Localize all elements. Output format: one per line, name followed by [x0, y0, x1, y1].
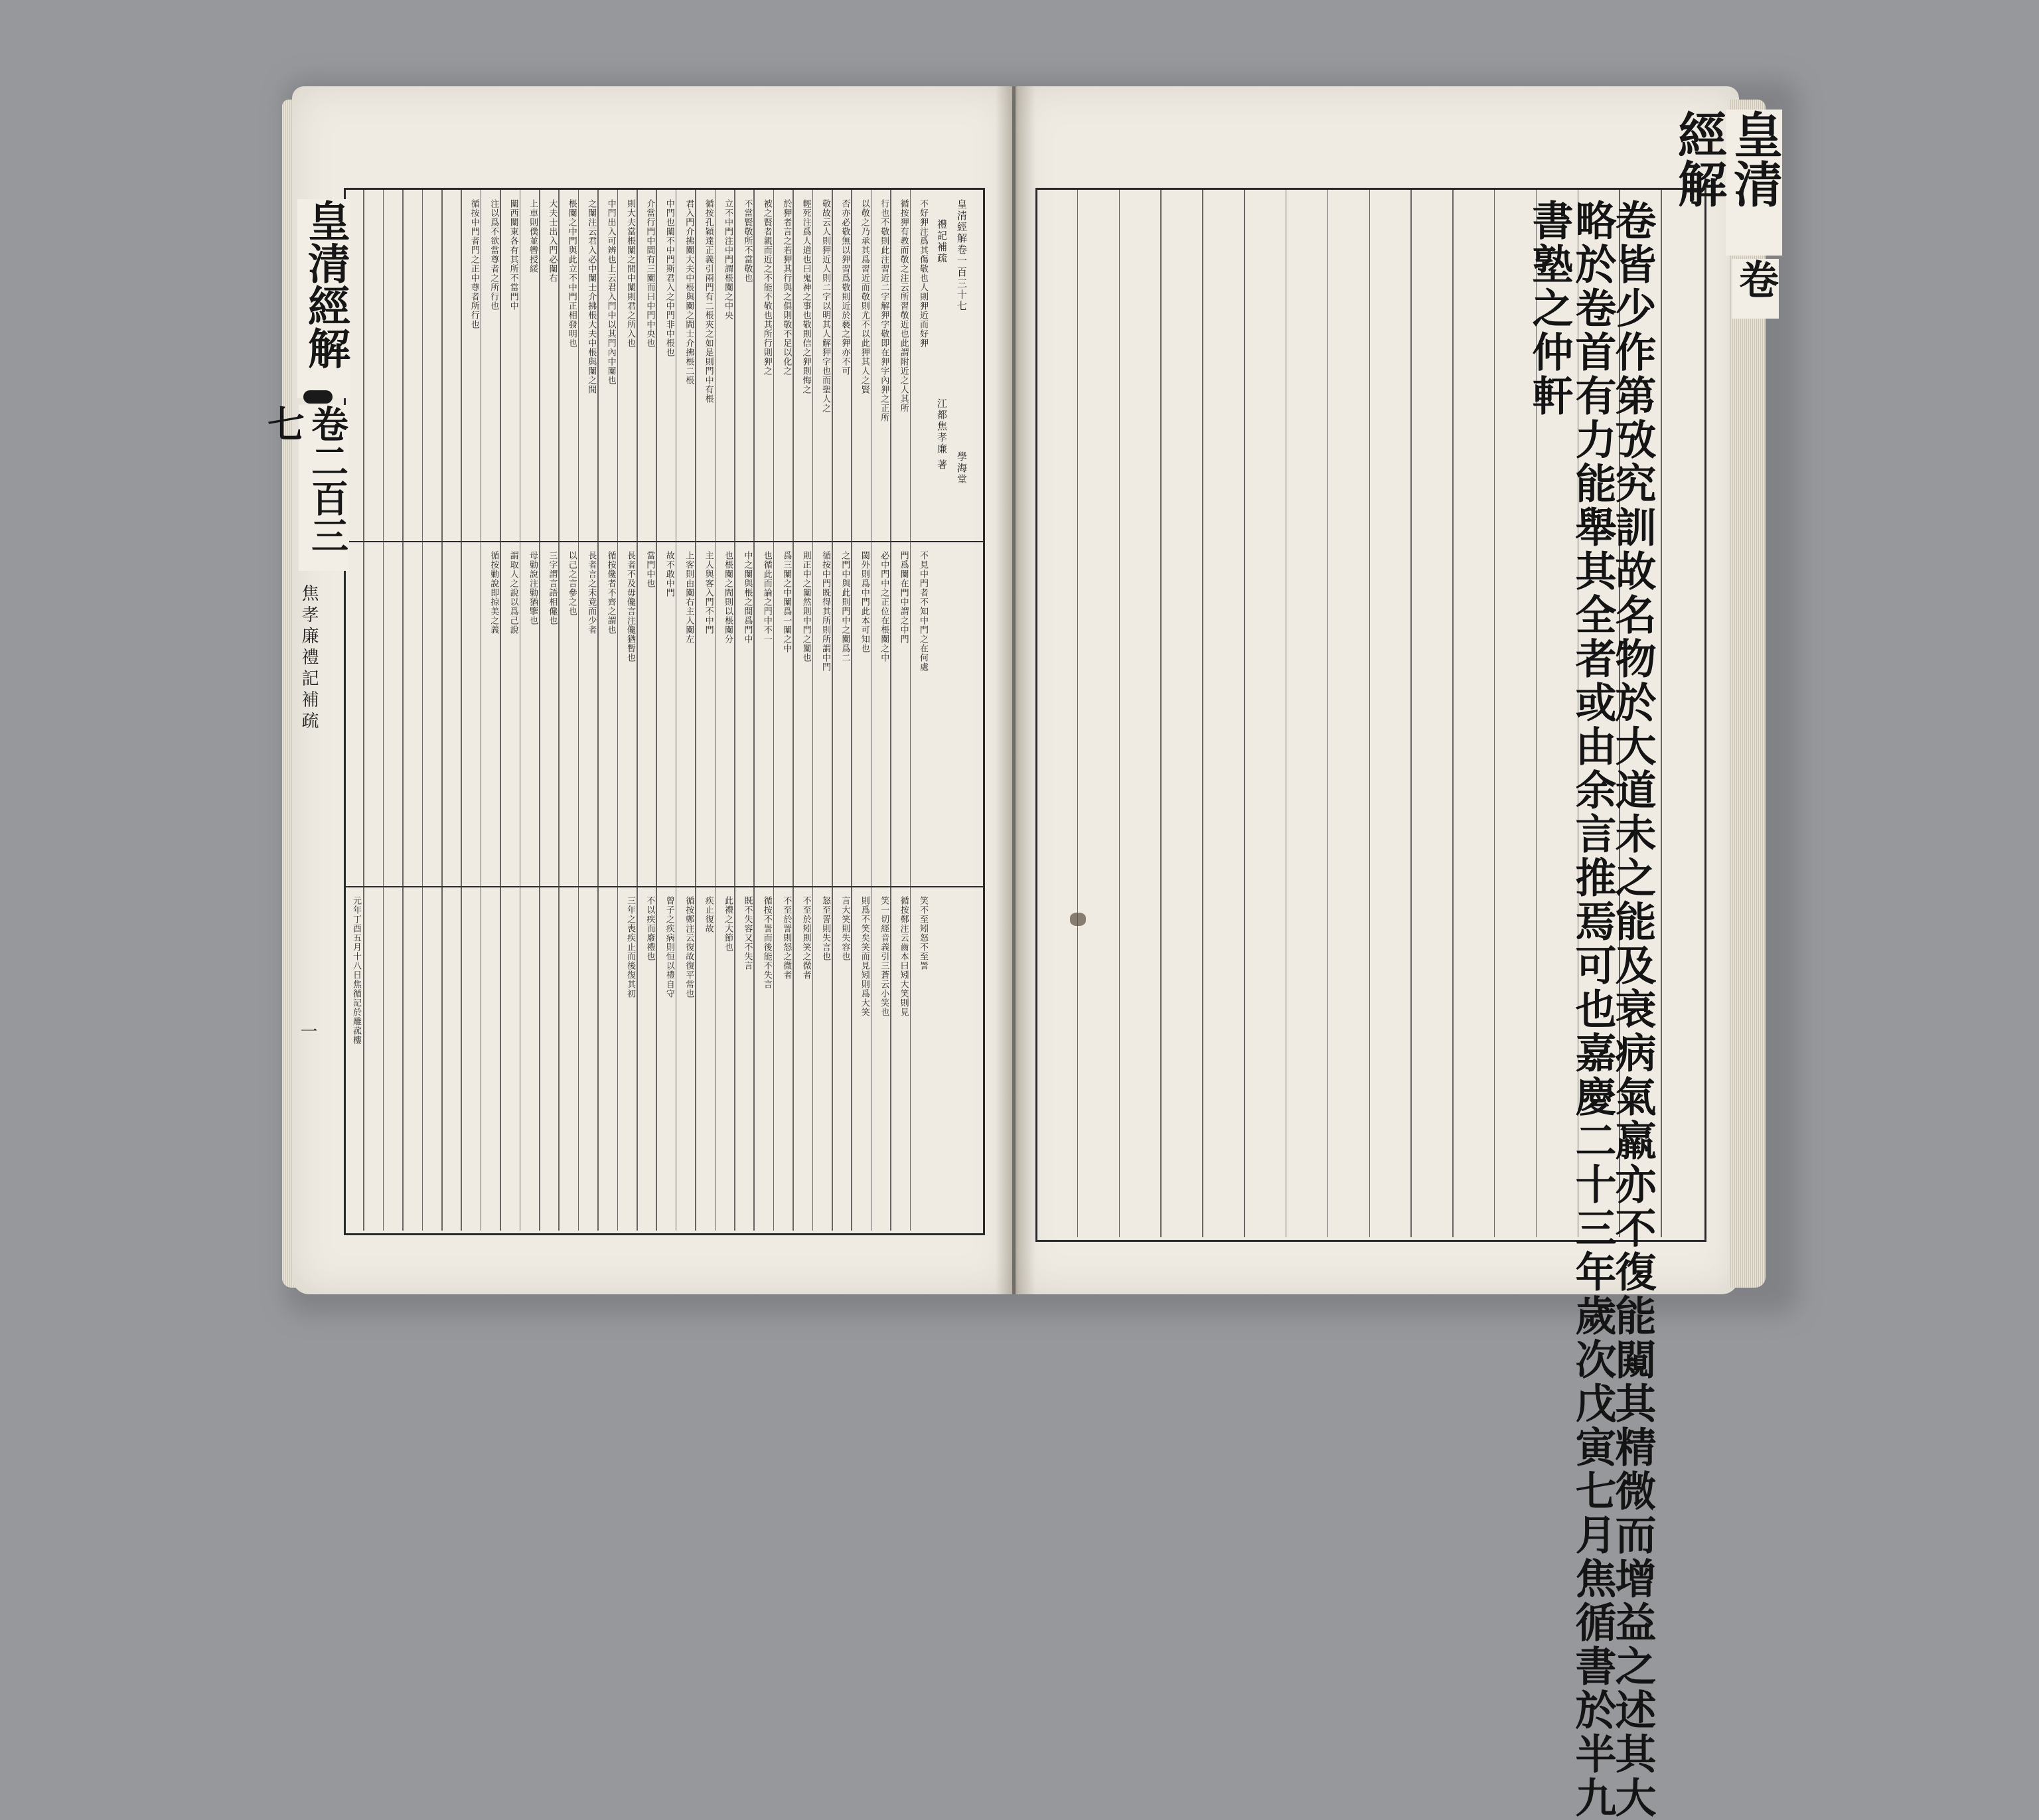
column-rule [1160, 190, 1162, 1237]
commentary-column: 閾外則爲中門此本可知也 [859, 551, 869, 653]
commentary-column: 也棖闑之間則以棖闑分 [723, 551, 733, 644]
commentary-column: 循按狎有教而敬之注云所習敬近也此謂附近之人其所 [898, 199, 909, 413]
commentary-column: 於狎者言之若狎其行與之俱則敬不足以化之 [781, 199, 792, 376]
commentary-column: 當門中也 [644, 551, 655, 588]
commentary-column: 中門出入可辨也上云君入門中以其門內中闑也 [605, 199, 616, 385]
commentary-column: 循按中門既得其所則所謂中門 [820, 551, 830, 672]
column-rule [695, 190, 696, 1231]
commentary-column: 上客則由闑右主人闑左 [684, 551, 694, 644]
left-margin-title: 皇清經解 [297, 199, 350, 398]
column-rule [1369, 190, 1371, 1237]
right-margin-title: 皇清經解 [1726, 110, 1782, 256]
column-rule [363, 190, 364, 1231]
column-rule [578, 190, 579, 1231]
column-rule [441, 190, 443, 1231]
commentary-column: 以己之言參之也 [566, 551, 577, 616]
column-rule [539, 190, 540, 1231]
column-rule [1202, 190, 1203, 1237]
fishtail-mark [303, 390, 333, 404]
column-rule [734, 190, 735, 1231]
commentary-column: 循按孔穎達正義引兩門有二棖夾之如是則門中有棖 [703, 199, 714, 404]
commentary-column: 之闑注云君入必中闑士介拂棖大夫中棖與闑之間 [586, 199, 597, 394]
column-rule [1286, 190, 1287, 1237]
column-rule [851, 190, 852, 1231]
column-rule [1410, 190, 1412, 1237]
commentary-column: 棖闑之中門與此立不中門正相發明也 [566, 199, 577, 348]
column-rule [383, 190, 384, 1231]
commentary-column: 疾止復故 [703, 896, 714, 933]
commentary-column: 母勦說注勦猶擥也 [528, 551, 538, 625]
column-rule [832, 190, 833, 1231]
commentary-column: 三年之喪疾止而後復其初 [625, 896, 635, 998]
commentary-column: 中門也闑不中門斯君入之中門非中棖也 [664, 199, 674, 357]
column-rule [676, 190, 677, 1231]
column-rule [793, 190, 794, 1231]
right-margin-volume: 卷 [1732, 259, 1779, 319]
commentary-column: 循按儳者不齊之謂也 [605, 551, 616, 635]
commentary-column: 被之賢者親而近之不能不敬也其所行則狎之 [761, 199, 772, 376]
column-rule [773, 190, 775, 1231]
colophon: 元年丁酉五月十八日焦循記於雕菰樓 [351, 896, 361, 1045]
commentary-column: 大夫士出入門必闑右 [547, 199, 558, 283]
column-rule [1661, 190, 1662, 1237]
column-rule [910, 190, 911, 1231]
commentary-column: 以敬之乃承其爲習近而敬則尤不以此狎其人之賢 [859, 199, 869, 394]
column-rule [422, 190, 423, 1231]
commentary-column: 怒至詈則失言也 [820, 896, 830, 961]
commentary-column: 長者言之未竟而少者 [586, 551, 597, 635]
book-gutter [996, 86, 1035, 1294]
commentary-column: 循按中門者門之正中尊者所行也 [469, 199, 479, 329]
header-publisher: 江都焦孝廉 著 [936, 398, 948, 471]
column-rule [890, 190, 891, 1231]
commentary-column: 長者不及毋儳言注儳猶暫也 [625, 551, 635, 662]
preface-column-3: 書塾之仲軒 [1525, 199, 1574, 418]
commentary-column: 不好狎注爲其傷敬也人則狎近而好狎 [918, 199, 928, 348]
commentary-column: 必中門中之正位在棖闑之中 [879, 551, 889, 662]
commentary-column: 則正中之闑然則中門之闑也 [800, 551, 811, 662]
commentary-column: 不至於矧則笑之微者 [800, 896, 811, 980]
column-rule [812, 190, 814, 1231]
column-rule [402, 190, 404, 1231]
column-rule [871, 190, 872, 1231]
column-rule [1452, 190, 1454, 1237]
paper-stain [1070, 913, 1086, 926]
column-rule [1244, 190, 1245, 1237]
commentary-column: 笑不至矧怒不至詈 [918, 896, 928, 970]
commentary-column: 循按鄭注云齒本曰矧大笑則見 [898, 896, 909, 1017]
column-rule [1494, 190, 1495, 1237]
commentary-column: 上車則僕並轡授綏 [528, 199, 538, 273]
commentary-column: 中之闑與棖之間爲門中 [742, 551, 753, 644]
commentary-column: 立不中門注中門謂棖闑之中央 [723, 199, 733, 320]
column-rule [500, 190, 501, 1231]
column-rule [753, 190, 755, 1231]
commentary-column: 則大夫當棖闑之間中闑則君之所入也 [625, 199, 635, 348]
column-rule [597, 190, 599, 1231]
commentary-column: 君入門介拂闑大夫中棖與闑之間士介拂棖二棖 [684, 199, 694, 385]
commentary-column: 爲三闑之中闑爲一闑之中 [781, 551, 792, 653]
commentary-column: 注以爲不欲當尊者之所行也 [489, 199, 499, 311]
page-number: 一 [297, 1022, 317, 1043]
column-rule [461, 190, 462, 1231]
commentary-column: 謂取人之說以爲己說 [508, 551, 518, 635]
column-rule [1327, 190, 1329, 1237]
commentary-column: 也循此而論之門中不一 [761, 551, 772, 644]
header-heading: 禮記補疏 [936, 219, 948, 264]
column-rule [1077, 190, 1079, 1237]
header-series: 皇清經解卷一百三十七 [956, 199, 968, 312]
commentary-column: 不見中門者不知中門之在何處 [918, 551, 928, 672]
commentary-column: 故不敢中門 [664, 551, 674, 597]
column-rule [558, 190, 560, 1231]
author-line: 焦孝廉禮記補疏 [299, 584, 319, 733]
header-hall: 學海堂 [956, 451, 968, 485]
column-rule [520, 190, 521, 1231]
register-divider-upper [344, 541, 983, 542]
left-margin-volume: 卷二百三七 [299, 405, 349, 571]
register-divider-lower [344, 886, 983, 887]
commentary-column: 行也不敬則此注習近二字解狎字敬即在狎字內狎之正所 [879, 199, 889, 422]
column-rule [637, 190, 638, 1231]
commentary-column: 既不失容又不失言 [742, 896, 753, 970]
column-rule [656, 190, 657, 1231]
commentary-column: 言大笑則失容也 [840, 896, 850, 961]
commentary-column: 笑一切經音義引三蒼云小笑也 [879, 896, 889, 1017]
commentary-column: 循按勦說即掠美之義 [489, 551, 499, 635]
preface-column-1: 卷皆少作第攷究訓故名物於大道未之能及衰病氣羸亦不復能闚其精微而增益之述其大 [1608, 199, 1657, 1820]
commentary-column: 門爲闑在門中謂之中門 [898, 551, 909, 644]
commentary-column: 循按鄭注云復故復平常也 [684, 896, 694, 998]
commentary-column: 闑西闑東各有其所不當門中 [508, 199, 518, 311]
column-rule [1119, 190, 1120, 1237]
column-rule [715, 190, 716, 1231]
commentary-column: 不以疾而廢禮也 [644, 896, 655, 961]
commentary-column: 敬故云人則狎近人則二字以明其人解狎字也而聖人之 [820, 199, 830, 413]
commentary-column: 循按不詈而後能不失言 [761, 896, 772, 989]
commentary-column: 主人與客入門不中門 [703, 551, 714, 635]
commentary-column: 不當賢敬所不當敬也 [742, 199, 753, 283]
column-rule [481, 190, 482, 1231]
commentary-column: 輕死注爲人道也曰鬼神之事也敬則信之狎則悔之 [800, 199, 811, 394]
commentary-column: 此禮之大節也 [723, 896, 733, 952]
commentary-column: 不至於詈則怒之微者 [781, 896, 792, 980]
commentary-column: 三字謂言語相儳也 [547, 551, 558, 625]
column-rule [617, 190, 619, 1231]
commentary-column: 之門中與此則門中之闑爲二 [840, 551, 850, 662]
commentary-column: 曾子之疾病則恒以禮自守 [664, 896, 674, 998]
commentary-column: 則爲不笑矣笑而見矧則爲大笑 [859, 896, 869, 1017]
commentary-column: 介當行門中間有三闑而曰中門中央也 [644, 199, 655, 348]
preface-column-2: 略於卷首有力能舉其全者或由余言推焉可也嘉慶二十三年歲次戊寅七月焦循書於半九 [1568, 199, 1617, 1820]
commentary-column: 否亦必敬無以狎習爲敬則近於褻之狎亦不可 [840, 199, 850, 376]
